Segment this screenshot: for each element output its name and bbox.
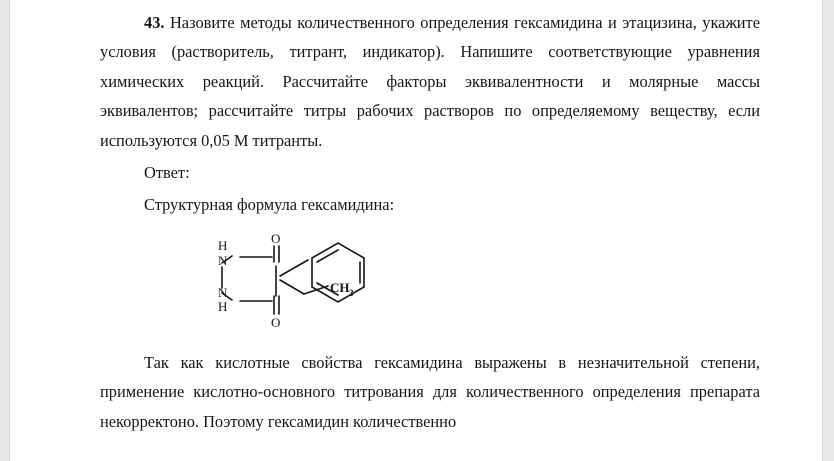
label-ethyl-sub: 3: [349, 287, 354, 298]
answer-label: Ответ:: [144, 163, 190, 183]
closing-paragraph: Так как кислотные свойства гексамидина выражены в незначительной степени, применение кислотно-основного титрования для количественного определения препарата некорректоно. Поэтому гексамидин количественно: [100, 352, 760, 431]
label-nh-top-h: H: [218, 237, 228, 253]
formula-caption: Структурная формула гексамидина:: [144, 195, 395, 215]
question-paragraph: [100, 8, 760, 155]
page-content: [100, 8, 760, 436]
label-ethyl-ch: CH: [330, 279, 350, 295]
page-left-edge: [0, 0, 10, 461]
question-text: Назовите методы количественного определения гексамидина и этацизина, укажите условия (растворитель, титрант, индикатор). Напишите соответствующие уравнения химических реакций. Рассчитайте факторы эквивалентности и молярные массы эквивалентов; рассчитайте титры рабочих растворов по определяемому веществу, если используются 0,05 М титранты.: [100, 13, 760, 150]
label-n-top: N: [218, 252, 228, 268]
label-o-bottom: O: [271, 314, 281, 330]
question-number: 43.: [144, 13, 165, 32]
page-right-edge: [822, 0, 834, 461]
label-nh-bottom-h: H: [218, 298, 228, 314]
hexamidine-structure-image: [188, 230, 448, 348]
label-n-bottom: N: [218, 284, 228, 300]
label-o-top: O: [271, 230, 281, 246]
